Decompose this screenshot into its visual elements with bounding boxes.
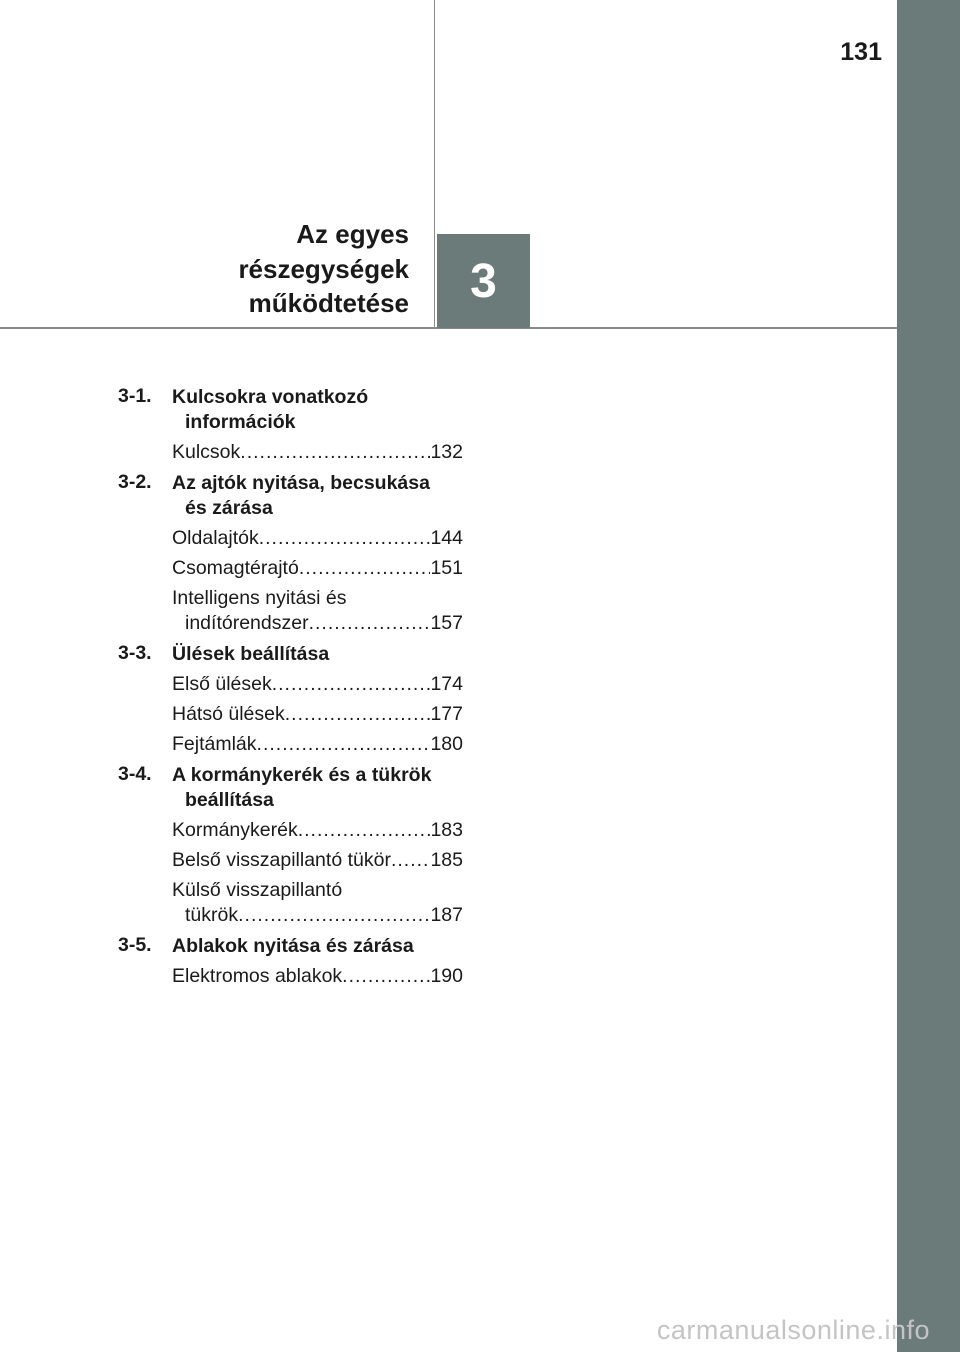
toc-entry-leader-dots [238, 903, 430, 928]
toc-section [118, 385, 463, 465]
chapter-title [150, 217, 409, 321]
toc-entry-label: tükrök [185, 904, 239, 926]
toc-entry-page: 174 [430, 673, 463, 695]
chapter-number: 3 [470, 254, 497, 308]
toc-entry[interactable] [172, 440, 463, 465]
toc-section [118, 934, 463, 989]
toc-entry-leader-dots [259, 526, 431, 551]
toc-entry-page: 132 [430, 441, 463, 463]
toc-entry-leader-dots [240, 440, 430, 465]
toc-entry-page: 157 [430, 612, 463, 634]
toc-entry-page: 183 [430, 819, 463, 841]
chapter-side-bar [897, 0, 960, 1352]
toc-entry-leader-dots [272, 672, 431, 697]
toc-entry-leader-dots [309, 611, 431, 636]
toc-entry-leader-dots [257, 732, 431, 757]
toc-entry[interactable] [172, 672, 463, 697]
toc-section [118, 763, 463, 928]
toc-entry-leader-dots [342, 964, 430, 989]
toc-section [118, 471, 463, 636]
toc-section-title [172, 934, 463, 959]
toc-entry-label: Kulcsok [172, 441, 241, 463]
toc-entry-label: Intelligens nyitási és [172, 587, 347, 609]
toc-section-title-line: Ülések beállítása [172, 643, 330, 665]
toc-entry-page: 190 [430, 965, 463, 987]
toc-entry[interactable] [172, 556, 463, 581]
toc-entry-page: 187 [430, 904, 463, 926]
toc-entry-leader-dots [391, 848, 431, 873]
header-vertical-divider [434, 0, 435, 328]
toc-entry-label: Hátsó ülések [172, 703, 285, 725]
toc-entry-leader-dots [299, 556, 431, 581]
toc-entry-label: indítórendszer [185, 612, 309, 634]
table-of-contents [118, 385, 463, 989]
toc-section-number: 3-4. [118, 763, 152, 785]
toc-entry-page: 180 [430, 733, 463, 755]
toc-entry[interactable] [172, 964, 463, 989]
toc-section-title-line: Ablakok nyitása és zárása [172, 935, 414, 957]
toc-section-title-line: beállítása [185, 789, 274, 811]
toc-section-title [172, 642, 463, 667]
toc-entry[interactable] [172, 818, 463, 843]
toc-entry-page: 185 [430, 849, 463, 871]
toc-entry-label: Kormánykerék [172, 819, 298, 841]
toc-entry-page: 151 [430, 557, 463, 579]
toc-section-number: 3-3. [118, 642, 152, 664]
toc-section [118, 642, 463, 757]
toc-section-number: 3-2. [118, 471, 152, 493]
toc-entry-label: Elektromos ablakok [172, 965, 343, 987]
toc-section-title [172, 763, 463, 813]
chapter-number-box [437, 234, 530, 328]
toc-section-number: 3-5. [118, 934, 152, 956]
toc-entry[interactable] [172, 586, 463, 636]
toc-section-title-line: Kulcsokra vonatkozó [172, 386, 369, 408]
chapter-title-line: Az egyes [296, 219, 409, 249]
toc-entry-leader-dots [298, 818, 431, 843]
toc-section-title [172, 385, 463, 435]
watermark: carmanualsonline.info [656, 1315, 930, 1345]
toc-entry[interactable] [172, 732, 463, 757]
toc-section-number: 3-1. [118, 385, 152, 407]
toc-entry[interactable] [172, 848, 463, 873]
toc-entry-label: Fejtámlák [172, 733, 257, 755]
toc-section-title [172, 471, 463, 521]
toc-section-title-line: A kormánykerék és a tükrök [172, 764, 432, 786]
toc-entry-label: Belső visszapillantó tükör [172, 849, 391, 871]
toc-entry-page: 144 [430, 527, 463, 549]
toc-entry[interactable] [172, 526, 463, 551]
page-number: 131 [840, 38, 882, 66]
toc-entry-leader-dots [285, 702, 431, 727]
toc-section-title-line: információk [185, 411, 296, 433]
toc-entry-label: Külső visszapillantó [172, 879, 343, 901]
toc-section-title-line: Az ajtók nyitása, becsukása [172, 472, 430, 494]
toc-section-title-line: és zárása [185, 497, 273, 519]
toc-entry-page: 177 [430, 703, 463, 725]
toc-entry[interactable] [172, 878, 463, 928]
chapter-title-line: működtetése [248, 288, 409, 318]
toc-entry[interactable] [172, 702, 463, 727]
toc-entry-label: Oldalajtók [172, 527, 259, 549]
chapter-title-line: részegységek [238, 253, 409, 284]
toc-entry-label: Első ülések [172, 673, 272, 695]
toc-entry-label: Csomagtérajtó [172, 557, 299, 579]
